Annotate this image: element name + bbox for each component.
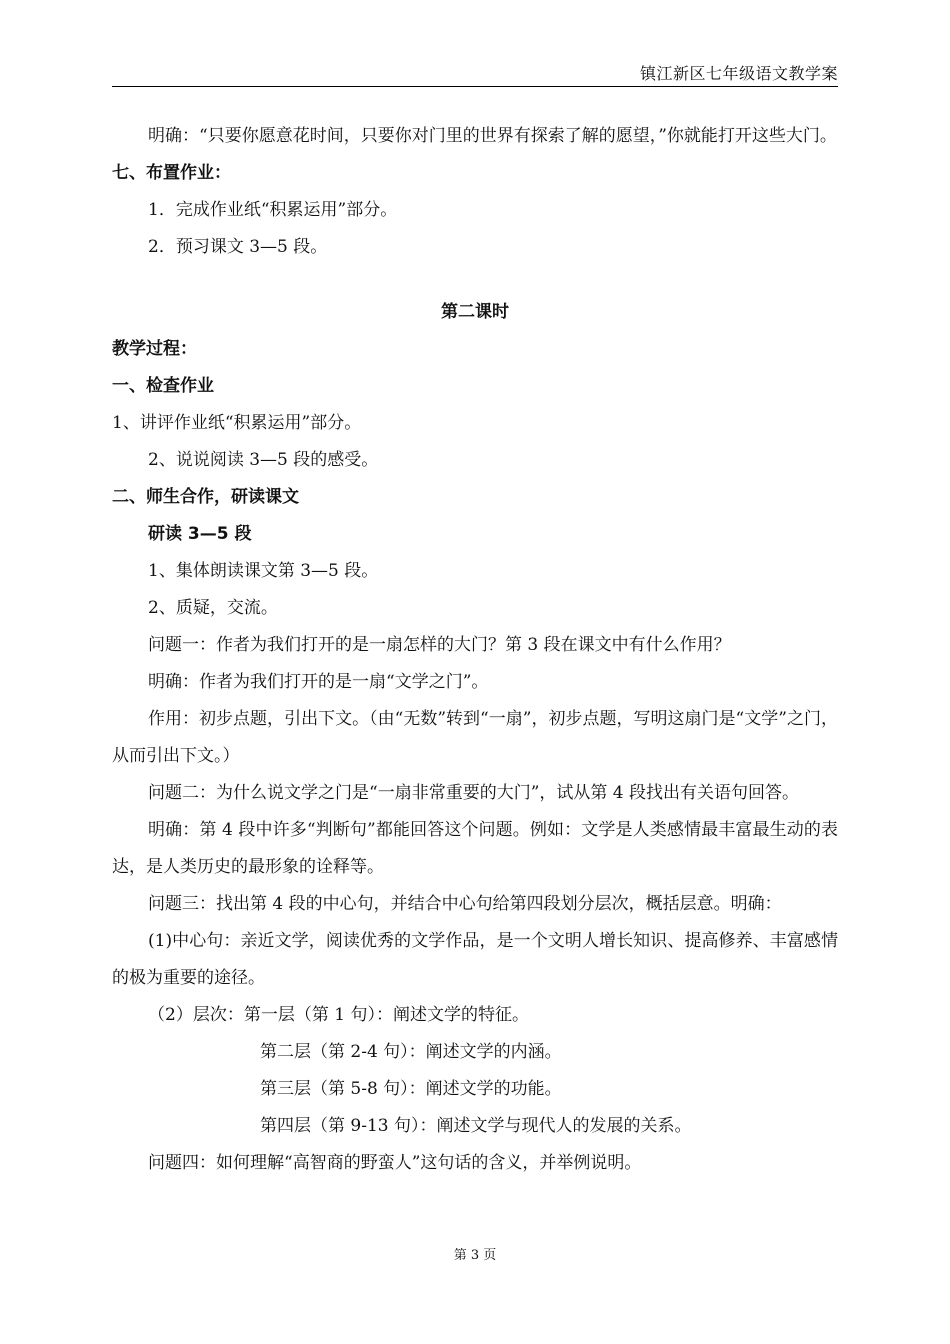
list-item: 1．完成作业纸“积累运用”部分。: [148, 200, 398, 220]
page-number: 第 3 页: [453, 1248, 497, 1263]
answer: 明确：作者为我们打开的是一扇“文学之门”。: [148, 672, 489, 692]
question: 问题一：作者为我们打开的是一扇怎样的大门？第 3 段在课文中有什么作用？: [148, 635, 731, 655]
document-body: [112, 118, 838, 1182]
section-heading: 二、师生合作，研读课文: [112, 487, 299, 507]
answer: 明确：第 4 段中许多“判断句”都能回答这个问题。例如：文学是人类感情最丰富最生动的表达，是人类历史的最形象的诠释等。: [112, 820, 838, 877]
section-heading: 一、检查作业: [112, 376, 214, 396]
header-divider: [112, 86, 838, 87]
list-item: 2、质疑，交流。: [148, 598, 278, 618]
paragraph: 明确：“只要你愿意花时间，只要你对门里的世界有探索了解的愿望，”你就能打开这些大门。: [148, 126, 837, 146]
outline-item: 第二层（第 2-4 句）：阐述文学的内涵。: [260, 1042, 562, 1062]
answer: (1)中心句：亲近文学，阅读优秀的文学作品，是一个文明人增长知识、提高修养、丰富感情的极为重要的途径。: [112, 931, 838, 988]
list-item: 2．预习课文 3—5 段。: [148, 237, 328, 257]
outline-item: （2）层次：第一层（第 1 句）：阐述文学的特征。: [148, 1005, 529, 1025]
list-item: 2、说说阅读 3—5 段的感受。: [148, 450, 379, 470]
spacer: [112, 266, 838, 294]
list-item: 1、集体朗读课文第 3—5 段。: [148, 561, 379, 581]
lesson-title: 第二课时: [441, 302, 509, 322]
section-heading: 七、布置作业：: [112, 163, 231, 183]
page-header-title: 镇江新区七年级语文教学案: [639, 64, 838, 83]
section-heading: 教学过程：: [112, 339, 197, 359]
paragraph: 作用：初步点题，引出下文。（由“无数”转到“一扇”，初步点题，写明这扇门是“文学”之门，从而引出下文。）: [112, 709, 838, 766]
question: 问题四：如何理解“高智商的野蛮人”这句话的含义，并举例说明。: [148, 1153, 642, 1173]
question: 问题二：为什么说文学之门是“一扇非常重要的大门”，试从第 4 段找出有关语句回答。: [148, 783, 800, 803]
outline-item: 第三层（第 5-8 句）：阐述文学的功能。: [260, 1079, 562, 1099]
question: 问题三：找出第 4 段的中心句，并结合中心句给第四段划分层次，概括层意。明确：: [148, 894, 782, 914]
list-item: 1、讲评作业纸“积累运用”部分。: [112, 413, 362, 433]
subsection-heading: 研读 3—5 段: [148, 524, 252, 544]
outline-item: 第四层（第 9-13 句）：阐述文学与现代人的发展的关系。: [260, 1116, 692, 1136]
